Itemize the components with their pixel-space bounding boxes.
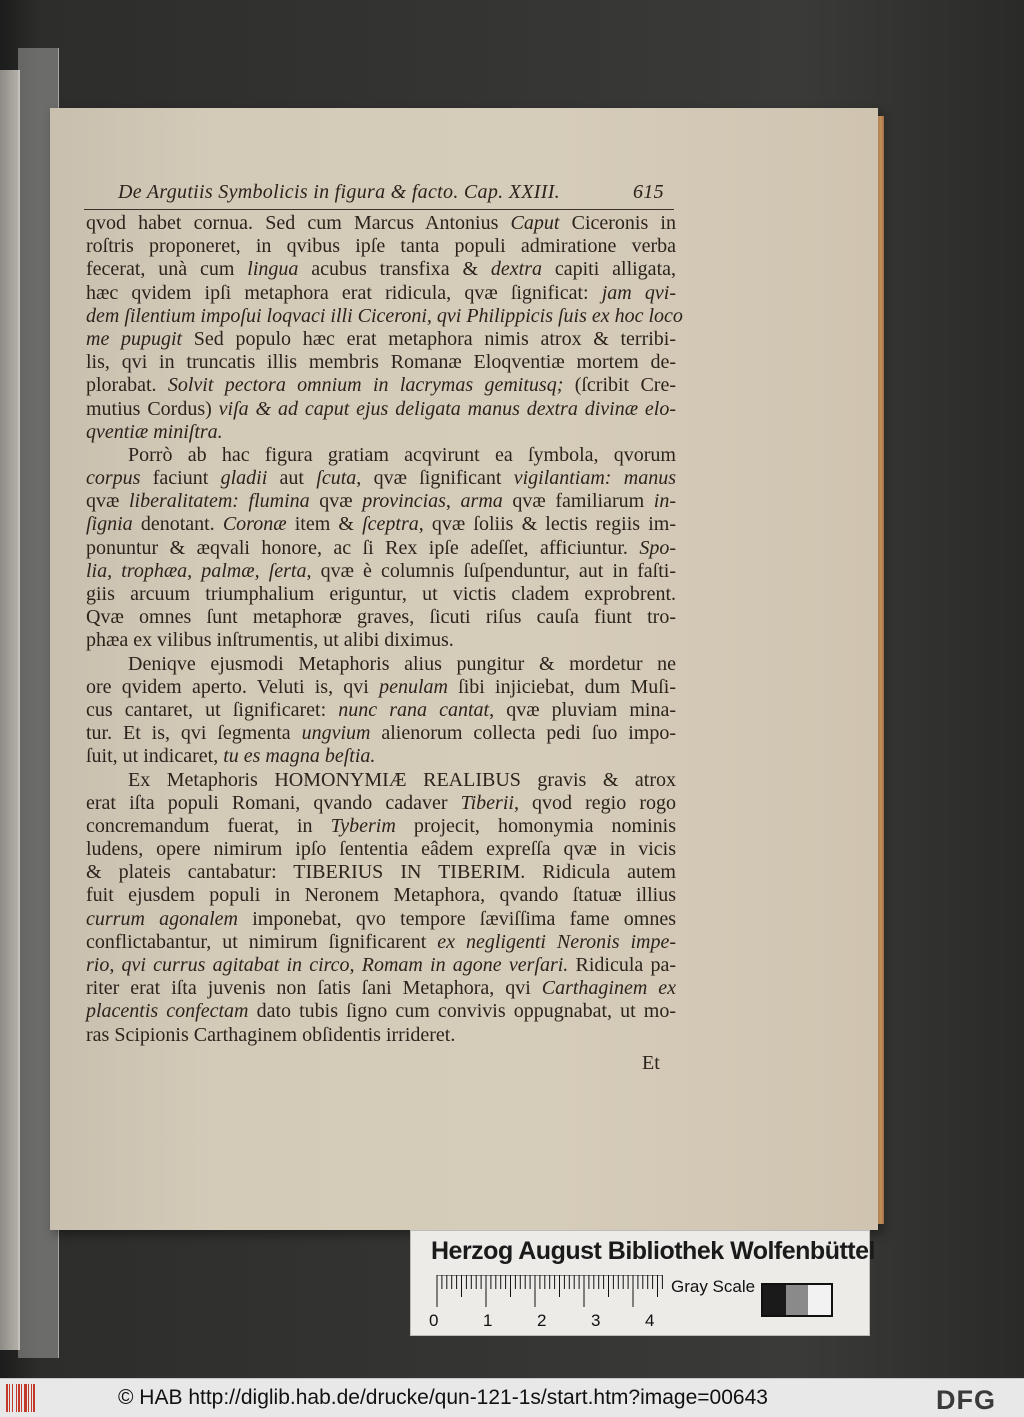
ruler-number: 4 <box>645 1311 655 1330</box>
text-line: riter erat iſta juvenis non ſatis ſani Metaphora, qvi Carthaginem ex <box>86 977 677 1000</box>
barcode-bar <box>6 1384 8 1412</box>
gray-scale-label: Gray Scale <box>671 1277 756 1296</box>
barcode-bar <box>16 1384 17 1412</box>
page-fore-edge <box>878 116 884 1224</box>
text-line: ras Scipionis Carthaginem obſidentis irrideret. <box>86 1023 456 1046</box>
gray-swatch-cell <box>808 1285 831 1315</box>
text-line: lia, trophæa, palmæ, ſerta, qvæ è columnis ſuſpenduntur, aut in faſti- <box>86 559 676 582</box>
barcode-icon <box>6 1384 48 1412</box>
text-line: lis, qvi in truncatis illis membris Romanæ Eloqventiæ mortem de- <box>86 351 676 374</box>
ruler-number: 3 <box>591 1311 601 1330</box>
body-text <box>86 212 683 1047</box>
barcode-bar <box>9 1384 10 1412</box>
text-line: plorabat. Solvit pectora omnium in lacrymas gemitusq; (ſcribit Cre- <box>86 374 676 397</box>
text-line: rio, qvi currus agitabat in circo, Romam in agone verſari. Ridicula pa- <box>86 954 676 976</box>
text-line: qvod habet cornua. Sed cum Marcus Antonius Caput Ciceronis in <box>86 212 676 234</box>
barcode-bar <box>28 1384 29 1412</box>
barcode-bar <box>33 1384 35 1412</box>
footer-bar <box>0 1378 1024 1417</box>
text-line: ſuit, ut indicaret, tu es magna beſtia. <box>86 745 376 768</box>
gray-swatch-cell <box>786 1285 809 1315</box>
text-line: fuit ejusdem populi in Neronem Metaphora, qvando ſtatuæ illius <box>86 884 676 907</box>
dfg-logo: DFG <box>936 1385 996 1415</box>
color-reference-card <box>410 1230 875 1336</box>
header-rule <box>84 209 674 210</box>
ruler-number: 0 <box>429 1311 439 1330</box>
text-line: dem ſilentium impoſui loqvaci illi Ciceroni, qvi Philippicis ſuis ex hoc loco <box>86 304 683 327</box>
text-line: Qvæ omnes ſunt metaphoræ graves, ſicuti riſus cauſa fiunt tro- <box>86 606 676 629</box>
barcode-bar <box>31 1384 32 1412</box>
barcode-bar <box>12 1384 13 1412</box>
text-line: tur. Et is, qvi ſegmenta ungvium alienorum collecta pedi ſuo impo- <box>86 722 676 745</box>
text-line: placentis confectam dato tubis ſigno cum convivis oppugnabat, ut mo- <box>86 1000 676 1023</box>
text-line: ſignia denotant. Coronæ item & ſceptra, qvæ ſoliis & lectis regiis im- <box>86 513 676 536</box>
text-line: roſtris proponeret, in qvibus ipſe tanta populi admiratione verba <box>86 235 676 258</box>
barcode-bar <box>18 1384 20 1412</box>
barcode-bar <box>24 1384 27 1412</box>
running-title: De Argutiis Symbolicis in figura & facto. Cap. XXIII. <box>118 181 560 203</box>
text-line: ponuntur & æqvali honore, ac ſi Rex ipſe adeſſet, afficiuntur. Spo- <box>86 536 676 559</box>
text-line: mutius Cordus) viſa & ad caput ejus deligata manus dextra divinæ elo- <box>86 397 676 420</box>
text-line: Ex Metaphoris HOMONYMIÆ REALIBUS gravis & atrox <box>128 768 676 791</box>
ruler-number: 1 <box>483 1311 493 1330</box>
text-line: hæc qvidem ipſi metaphora erat ridicula, qvæ ſignificat: jam qvi- <box>86 281 677 304</box>
text-line: conflictabantur, ut nimirum ſignificarent ex negligenti Neronis impe- <box>86 930 677 953</box>
ruler-numbers <box>429 1311 669 1331</box>
text-line: corpus faciunt gladii aut ſcuta, qvæ ſignificant vigilantiam: manus <box>86 467 676 490</box>
text-line: me pupugit Sed populo hæc erat metaphora nimis atrox & terribi- <box>86 327 677 350</box>
text-line: qventiæ miniſtra. <box>86 420 223 443</box>
text-line: cus cantaret, ut ſignificaret: nunc rana cantat, qvæ pluviam mina- <box>86 698 676 721</box>
gray-scale-swatch <box>761 1283 833 1317</box>
ruler-scale <box>435 1275 665 1307</box>
text-line: ludens, opere nimirum ipſo ſententia eâdem expreſſa qvæ in vicis <box>86 838 676 861</box>
text-line: Porrò ab hac figura gratiam acqvirunt ea ſymbola, qvorum <box>128 443 676 466</box>
previous-page-edge <box>0 70 20 1350</box>
text-line: erat iſta populi Romani, qvando cadaver Tiberii, qvod regio rogo <box>86 791 676 814</box>
barcode-bar <box>21 1384 22 1412</box>
text-line: Deniqve ejusmodi Metaphoris alius pungitur & mordetur ne <box>128 652 676 675</box>
text-line: & plateis cantabatur: TIBERIUS IN TIBERIM. Ridicula autem <box>86 861 676 884</box>
text-line: concremandum fuerat, in Tyberim projecit, homonymia nominis <box>86 814 676 837</box>
text-line: phæa ex vilibus inſtrumentis, ut alibi diximus. <box>86 629 454 652</box>
text-line: qvæ liberalitatem: flumina qvæ provincias, arma qvæ familiarum in- <box>86 490 677 513</box>
text-line: ore qvidem aperto. Veluti is, qvi penulam ſibi injiciebat, dum Muſi- <box>86 675 677 698</box>
gray-swatch-cell <box>763 1285 786 1315</box>
page-number: 615 <box>633 181 664 203</box>
card-title: Herzog August Bibliothek Wolfenbüttel <box>431 1237 875 1265</box>
text-line: currum agonalem imponebat, qvo tempore ſæviſſima fame omnes <box>86 907 676 930</box>
text-line: fecerat, unà cum lingua acubus transfixa & dextra capiti alligata, <box>86 258 676 281</box>
footer-copyright-url[interactable]: © HAB http://diglib.hab.de/drucke/qun-121-1s/start.htm?image=00643 <box>118 1386 768 1409</box>
catchword: Et <box>642 1052 660 1074</box>
ruler-number: 2 <box>537 1311 547 1330</box>
text-line: giis arcuum triumphalium eriguntur, ut victis cladem exprobrent. <box>86 583 676 605</box>
